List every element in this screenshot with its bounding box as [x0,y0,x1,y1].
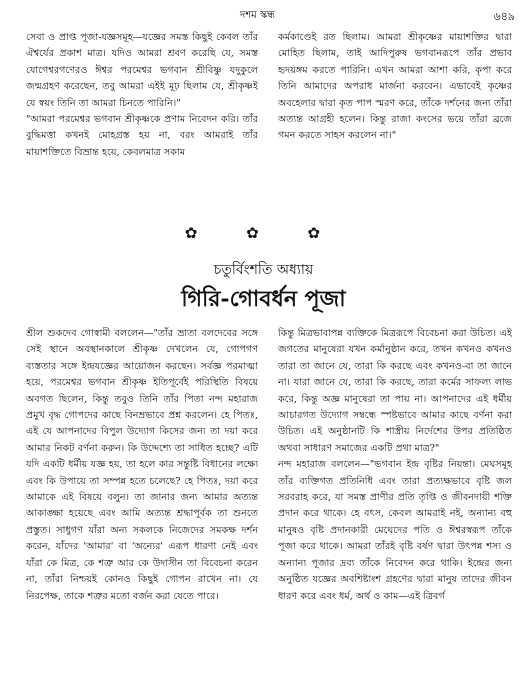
page-number: ৬৪৯ [493,10,515,23]
top-left-column [26,30,258,212]
top-right-paragraph: কর্মকাণ্ডেই রত ছিলাম। আমরা শ্রীকৃষ্ণের মায়াশক্তির দ্বারা মোহিত ছিলাম, তাই আদিপুরুষ ভগবানরূপে তাঁর প্রভাব হৃদয়ঙ্গম করতে পারিনি। এখন আমরা আশা করি, কৃপা করে তিনি আমাদের অপরাধ মার্জনা করবেন। এভাবেই কৃষ্ণের অবহেলার দ্বারা কৃত পাপ স্মরণ করে, তাঁকে দর্শনের জন্য তাঁরা অত্যন্ত আগ্রহী হলেন। কিন্তু রাজা কংসের ভয়ে তাঁরা ব্রজে গমন করতে সাহস করলেন না।" [278,32,512,142]
chapter-number: চতুর্বিংশতি অধ্যায় [213,262,314,278]
flower-ornament-divider: ✿ ✿ ✿ [184,224,343,242]
top-left-paragraph-2: "আমরা পরমেশ্বর ভগবান শ্রীকৃষ্ণকে প্রণাম নিবেদন করি। তাঁর বুদ্ধিমত্তা কখনই মোহগ্রস্ত হয় না, বরং আমরাই তাঁর মায়াশক্তিতে বিভ্রান্ত হয়ে, কেবলমাত্র সকাম [26,114,258,158]
bottom-right-column [278,326,512,692]
top-left-paragraph-1: সেবা ও প্রাপ্ত পূজা-যজ্ঞসমূহ—যজ্ঞের সমস্ত কিছুই কেবল তাঁর ঐশ্বর্যের প্রকাশ মাত্র। যদিও আমরা শ্রবণ করেছি যে, সমস্ত যোগেশ্বরগণেরও ঈশ্বর পরমেশ্বর ভগবান শ্রীবিষ্ণু যদুকুলে জন্মগ্রহণ করেছেন, তবু আমরা এইই মূঢ় ছিলাম যে, শ্রীকৃষ্ণই যে স্বয়ং তিনি তা আমরা চিনতে পারিনি।" [26,32,258,109]
chapter-title: গিরি-গোবর্ধন পূজা [181,286,346,312]
bottom-right-paragraph: কিন্তু মিত্রভাবাপন্ন ব্যক্তিকে মিত্ররূপে বিবেচনা করা উচিত। এই জগতের মানুষেরা যখন কর্মানুষ্ঠান করে, তখন কখনও কখনও তারা তা জানে যে, তারা কি করছে এবং কখনও-বা তা জানে না। যারা জানে যে, তারা কি করছে, তারা কর্মের সাফল্য লাভ করে, কিন্তু অজ্ঞ মানুষেরা তা পায় না। আপনাদের এই ধর্মীয় আচারগত উদ্যোগ সম্বন্ধে স্পষ্টভাবে আমার কাছে বর্ণনা করা উচিত। এই অনুষ্ঠানটি কি শাস্ত্রীয় নির্দেশের উপর প্রতিষ্ঠিত অথবা সাধারণ সমাজের একটি প্রথা মাত্র?" নন্দ মহারাজ বললেন—"ভগবান ইন্দ্র বৃষ্টির নিয়ন্তা। মেঘসমূহ তাঁর ব্যক্তিগত প্রতিনিধি এবং তারা প্রত্যক্ষভাবে বৃষ্টি জল সরবরাহ করে, যা সমস্ত প্রাণীর প্রতি তৃপ্তি ও জীবনদায়ী শক্তি প্রদান করে থাকে। হে বৎস, কেবল আমরাই নই, অন্যান্য বহু মানুষও বৃষ্টি প্রদানকারী মেঘেদের পতি ও ঈশ্বরস্বরূপ তাঁকে পূজা করে থাকে। আমরা তাঁরই বৃষ্টি বর্ষণ দ্বারা উৎপন্ন শস্য ও অন্যান্য পূজার দ্রব্য তাঁকে নিবেদন করে থাকি। ইন্দ্রের জন্য অনুষ্ঠিত যজ্ঞের অবশিষ্টাংশ গ্রহণের দ্বারা মানুষ তাদের জীবন ধারণ করে এবং ধর্ম, অর্থ ও কাম—এই ত্রিবর্গ [278,328,512,602]
top-right-column [278,30,512,212]
running-header [0,6,527,24]
running-title: দশম স্কন্ধ [240,10,276,21]
bottom-left-column [26,326,258,692]
bottom-left-paragraph: শ্রীল শুকদেব গোস্বামী বললেন—"তাঁর ভ্রাতা বলদেবের সঙ্গে সেই স্থানে অবস্থানকালে শ্রীকৃষ্ণ দেখলেন যে, গোপগণ ব্যস্ততার সঙ্গে ইন্দ্রযজ্ঞের আয়োজন করছেন। সর্বজ্ঞ পরমাত্মা হয়ে, পরমেশ্বর ভগবান শ্রীকৃষ্ণ ইতিপূর্বেই পরিস্থিতি বিষয়ে অবগত ছিলেন, কিন্তু তবুও তিনি তাঁর পিতা নন্দ মহারাজ প্রমুখ বৃদ্ধ গোপদের কাছে বিনম্রভাবে প্রশ্ন করলেন। হে পিতঃ, এই যে আপনাদের বিপুল উদ্যোগ কিসের জন্য তা দয়া করে আমার নিকট বর্ণনা করুন। কি উদ্দেশ্যে তা সাধিত হচ্ছে? এটি যদি একটি ধর্মীয় যজ্ঞ হয়, তা হলে কার সন্তুষ্টি বিধানের লক্ষ্যে এবং কি উপায়ে তা সম্পন্ন হতে চলেছে? হে পিতঃ, দয়া করে আমাকে এই বিষয়ে বলুন। তা জানার জন্য আমার অত্যন্ত আকাঙ্ক্ষা হয়েছে এবং আমি অত্যন্ত শ্রদ্ধাপূর্বক তা শুনতে প্রস্তুত। সাধুগণ যাঁরা অন্য সকলকে নিজেদের সমকক্ষ দর্শন করেন, যাঁদের 'আমার' বা 'অন্যের' এরূপ ধারণা নেই এবং যাঁরা কে মিত্র, কে শত্রু আর কে উদাসীন তা বিবেচনা করেন না, তাঁরা নিশ্চয়ই কোনও কিছুই গোপন রাখেন না। যে নিরপেক্ষ, তাকে শত্রুর মতো বর্জন করা যেতে পারে। [26,328,258,602]
